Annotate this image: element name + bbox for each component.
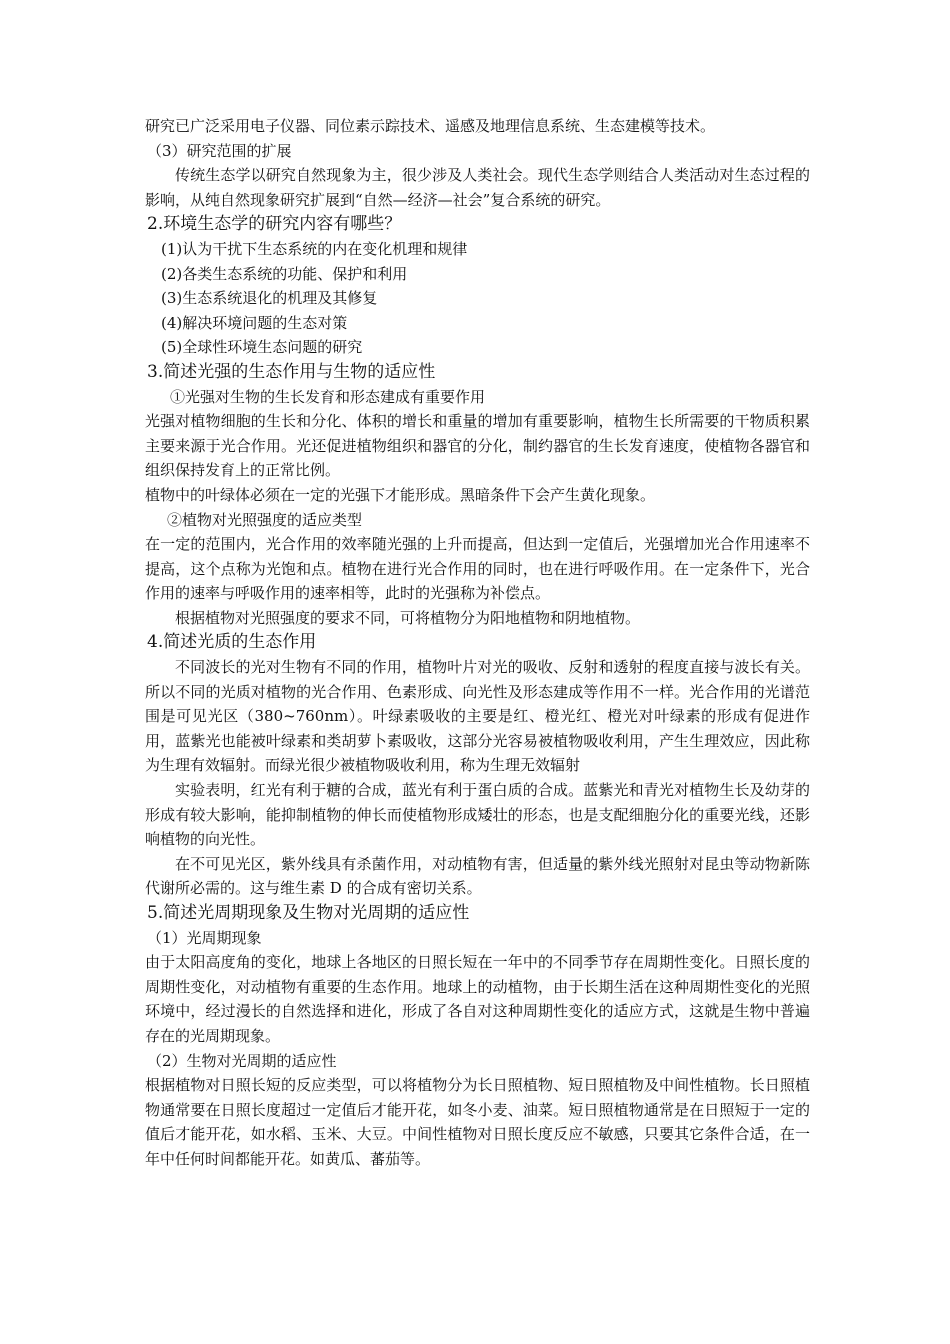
- paragraph: 不同波长的光对生物有不同的作用，植物叶片对光的吸收、反射和透射的程度直接与波长有关。所以不同的光质对植物的光合作用、色素形成、向光性及形态建成等作用不一样。光合作用的光谱范围是可见光区（380~760nm）。叶绿素吸收的主要是红、橙光红、橙光对叶绿素的形成有促进作用，蓝紫光也能被叶绿素和类胡萝卜素吸收，这部分光容易被植物吸收利用，产生生理效应，因此称为生理有效辐射。而绿光很少被植物吸收利用，称为生理无效辐射: [145, 658, 810, 775]
- subheading: ②植物对光照强度的适应类型: [167, 510, 363, 529]
- subheading: （3）研究范围的扩展: [147, 141, 292, 160]
- subheading: ①光强对生物的生长发育和形态建成有重要作用: [170, 387, 486, 406]
- paragraph: 植物中的叶绿体必须在一定的光强下才能形成。黑暗条件下会产生黄化现象。: [145, 485, 656, 504]
- question-heading: 4.简述光质的生态作用: [147, 632, 317, 653]
- paragraph: 根据植物对光照强度的要求不同，可将植物分为阳地植物和阴地植物。: [175, 608, 641, 627]
- paragraph: 根据植物对日照长短的反应类型，可以将植物分为长日照植物、短日照植物及中间性植物。长日照植物通常要在日照长度超过一定值后才能开花，如冬小麦、油菜。短日照植物通常是在日照短于一定的值后才能开花，如水稻、玉米、大豆。中间性植物对日照长度反应不敏感，只要其它条件合适，在一年中任何时间都能开花。如黄瓜、蕃茄等。: [145, 1076, 810, 1168]
- question-heading: 5.简述光周期现象及生物对光周期的适应性: [147, 903, 470, 923]
- paragraph: 研究已广泛采用电子仪器、同位素示踪技术、遥感及地理信息系统、生态建模等技术。: [145, 117, 716, 135]
- list-item: (3)生态系统退化的机理及其修复: [161, 289, 378, 308]
- subheading: （1）光周期现象: [147, 928, 262, 947]
- list-item: (1)认为干扰下生态系统的内在变化机理和规律: [161, 239, 468, 258]
- paragraph: 在不可见光区，紫外线具有杀菌作用，对动植物有害，但适量的紫外线光照射对昆虫等动物新陈代谢所必需的。这与维生素 D 的合成有密切关系。: [145, 854, 810, 898]
- question-heading: 2.环境生态学的研究内容有哪些？: [147, 214, 402, 235]
- paragraph: 在一定的范围内，光合作用的效率随光强的上升而提高，但达到一定值后，光强增加光合作用速率不提高，这个点称为光饱和点。植物在进行光合作用的同时，也在进行呼吸作用。在一定条件下，光合作用的速率与呼吸作用的速率相等，此时的光强称为补偿点。: [145, 535, 810, 603]
- paragraph: 光强对植物细胞的生长和分化、体积的增长和重量的增加有重要影响，植物生长所需要的干物质积累主要来源于光合作用。光还促进植物组织和器官的分化，制约器官的生长发育速度，使植物各器官和组织保持发育上的正常比例。: [145, 412, 810, 480]
- paragraph: 由于太阳高度角的变化，地球上各地区的日照长短在一年中的不同季节存在周期性变化。日照长度的周期性变化，对动植物有重要的生态作用。地球上的动植物，由于长期生活在这种周期性变化的光照环境中，经过漫长的自然选择和进化，形成了各自对这种周期性变化的适应方式，这就是生物中普遍存在的光周期现象。: [145, 953, 810, 1045]
- list-item: (2)各类生态系统的功能、保护和利用: [161, 264, 408, 283]
- paragraph: 实验表明，红光有利于糖的合成，蓝光有利于蛋白质的合成。蓝紫光和青光对植物生长及幼芽的形成有较大影响，能抑制植物的伸长而使植物形成矮壮的形态，也是支配细胞分化的重要光线，还影响植物的向光性。: [145, 781, 810, 849]
- subheading: （2）生物对光周期的适应性: [147, 1051, 337, 1070]
- list-item: (4)解决环境问题的生态对策: [161, 313, 348, 332]
- question-heading: 3.简述光强的生态作用与生物的适应性: [147, 361, 436, 382]
- list-item: (5)全球性环境生态问题的研究: [161, 338, 363, 357]
- paragraph: 传统生态学以研究自然现象为主，很少涉及人类社会。现代生态学则结合人类活动对生态过程的影响，从纯自然现象研究扩展到“自然—经济—社会”复合系统的研究。: [145, 166, 810, 209]
- document-body: [145, 114, 810, 1172]
